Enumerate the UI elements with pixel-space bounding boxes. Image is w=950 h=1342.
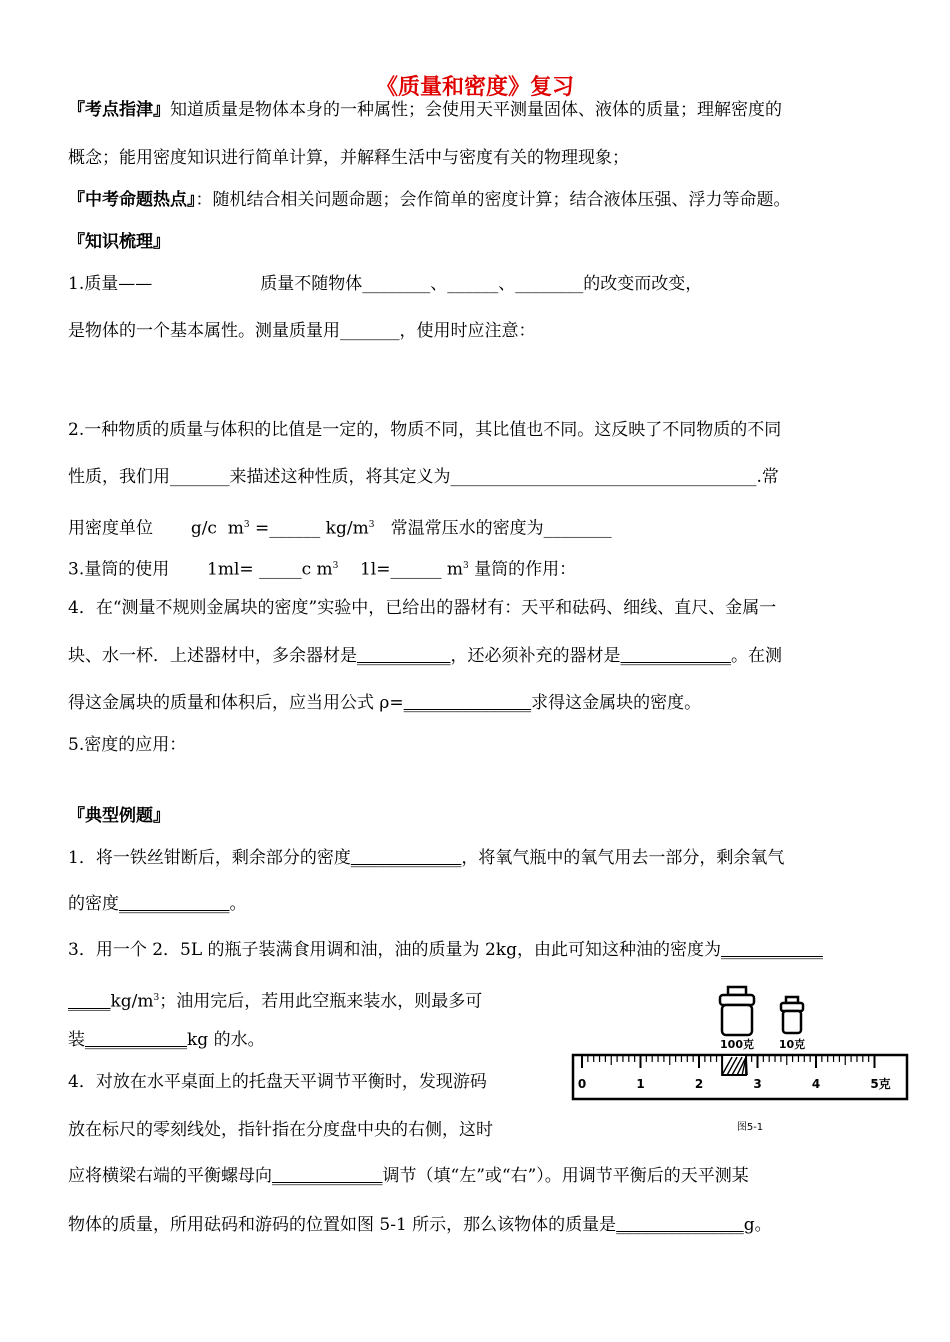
examples-heading: 『典型例题』: [68, 806, 170, 826]
k1-sep: 、: [430, 274, 448, 294]
exam-guide-heading: 『考点指津』: [68, 100, 170, 120]
example-3-line2: [68, 988, 482, 1012]
k3-text-f: 量筒的作用：: [468, 559, 577, 580]
superscript: 3: [463, 561, 469, 571]
k4-text-a: 块、水一杯．上述器材中，多余器材是: [68, 646, 357, 666]
k4-text-f: 求得这金属块的密度。: [531, 693, 702, 713]
blank: ______: [447, 274, 499, 294]
blank: ______: [390, 559, 442, 580]
balance-figure: [570, 985, 910, 1135]
exam-guide-text: 知道质量是物体本身的一种属性；会使用天平测量固体、液体的质量；理解密度的: [170, 100, 782, 120]
e1-text-d: 的密度: [68, 894, 119, 914]
rider-hatch-line: [746, 1057, 747, 1075]
blank: ____________: [720, 940, 823, 960]
k2-text-d: .常: [756, 467, 779, 487]
k2-water-density-text: 常温常压水的密度为: [374, 518, 544, 539]
knowledge-item-1: [68, 274, 702, 294]
blank: ____________: [85, 1030, 187, 1050]
page-title: 《质量和密度》复习: [375, 75, 574, 100]
e1-text-a: 1．将一铁丝钳断后，剩余部分的密度: [68, 848, 351, 868]
knowledge-item-4-line2: [68, 646, 782, 666]
k2-equals: =: [249, 518, 270, 539]
example-4-line2: 放在标尺的零刻线处，指针指在分度盘中央的右侧，这时: [68, 1120, 493, 1140]
k1-text-e: 的改变而改变，: [583, 274, 703, 294]
figure-caption: 图5-1: [736, 1122, 764, 1133]
knowledge-heading: 『知识梳理』: [68, 232, 170, 252]
weight-100g-icon: [720, 987, 754, 1035]
e3-text-f: kg 的水。: [187, 1030, 265, 1050]
e4-text-a: 应将横梁右端的平衡螺母向: [68, 1166, 272, 1186]
k4-text-c: ，还必须补充的器材是: [450, 646, 621, 666]
superscript: 3: [332, 561, 339, 571]
knowledge-item-2-line3: [68, 515, 612, 539]
weight-10g-label: 10克: [778, 1038, 806, 1051]
scale-label: 1: [636, 1077, 645, 1091]
example-4-line3: [68, 1166, 749, 1186]
exam-guide-continued: 概念；能用密度知识进行简单计算，并解释生活中与密度有关的物理现象；: [68, 148, 629, 168]
e4-text-d: g。: [743, 1215, 772, 1235]
hotspots-text: ：随机结合相关问题命题；会作简单的密度计算；结合液体压强、浮力等命题。: [195, 190, 791, 210]
k1-sep: 、: [498, 274, 516, 294]
blank: _______________: [616, 1215, 744, 1235]
blank: ______: [269, 518, 321, 539]
example-4: 4．对放在水平桌面上的托盘天平调节平衡时，发现游码: [68, 1072, 487, 1092]
k3-text-d: 1l=: [338, 559, 391, 580]
blank: ________: [543, 518, 612, 539]
superscript: 3: [153, 993, 160, 1003]
blank: _______________: [403, 693, 532, 713]
blank: _____________: [350, 848, 462, 868]
blank: ________: [362, 274, 431, 294]
scale-label: 0: [577, 1077, 587, 1091]
example-4-line4: [68, 1215, 772, 1235]
blank: ________: [515, 274, 584, 294]
knowledge-item-3: [68, 556, 576, 580]
k3-text-a: 3.量筒的使用 1ml=: [68, 559, 260, 580]
e3-text-e: 装: [68, 1030, 85, 1050]
blank: _____________: [272, 1166, 383, 1186]
k4-text-d: 。在测: [731, 646, 782, 666]
e3-unit: kg/m: [110, 991, 154, 1012]
example-1-line2: [68, 894, 247, 914]
blank: _______: [170, 467, 230, 487]
example-3-line3: [68, 1030, 265, 1050]
e1-text-e: 。: [229, 894, 247, 914]
k1-line2-text: 是物体的一个基本属性。测量质量用: [68, 321, 340, 341]
scale-label: 2: [694, 1077, 704, 1091]
k2-text-a: 性质，我们用: [68, 467, 170, 487]
e4-text-c: 物体的质量，所用砝码和游码的位置如图 5-1 所示，那么该物体的质量是: [68, 1215, 617, 1235]
k2-unit-kg: kg/m: [320, 518, 369, 539]
exam-hotspots: [68, 190, 791, 210]
scale-label: 3: [753, 1077, 762, 1091]
e3-text-a: 3．用一个 2．5L 的瓶子装满食用调和油，油的质量为 2kg，由此可知这种油的密度为: [68, 940, 721, 960]
superscript: 3: [368, 520, 375, 530]
knowledge-item-4: 4．在“测量不规则金属块的密度”实验中，已给出的器材有：天平和砝码、细线、直尺、金属一: [68, 598, 777, 618]
weight-100g-label: 100克: [720, 1038, 754, 1051]
blank: _____: [259, 559, 302, 580]
e1-text-c: ，将氧气瓶中的氧气用去一部分，剩余氧气: [461, 848, 785, 868]
blank: ____________________________________: [450, 467, 757, 487]
hotspots-heading: 『中考命题热点』: [68, 190, 196, 210]
scale-label: 5克: [870, 1077, 891, 1091]
example-3: [68, 940, 823, 960]
blank: _____________: [119, 894, 230, 914]
k1-text-a: 1.质量—— 质量不随物体: [68, 274, 363, 294]
e3-text-d: ；油用完后，若用此空瓶来装水，则最多可: [159, 991, 483, 1012]
blank: ___________: [357, 646, 451, 666]
blank: _____: [68, 991, 111, 1012]
blank: _______: [340, 321, 400, 341]
k2-text-c: 来描述这种性质，将其定义为: [229, 467, 451, 487]
k1-line2-end: ，使用时应注意：: [399, 321, 536, 341]
blank: _____________: [620, 646, 731, 666]
k2-unit-text: 用密度单位 g/c m: [68, 518, 244, 539]
knowledge-item-1-line2: [68, 321, 536, 341]
k3-unit-cm: c m: [301, 559, 333, 580]
knowledge-item-4-line3: [68, 693, 701, 713]
knowledge-item-2-line2: [68, 467, 779, 487]
knowledge-item-5: 5.密度的应用：: [68, 735, 187, 755]
exam-guide: [68, 100, 782, 120]
weight-10g-icon: [781, 997, 803, 1033]
k3-unit-m: m: [441, 559, 464, 580]
knowledge-item-2: 2.一种物质的质量与体积的比值是一定的，物质不同，其比值也不同。这反映了不同物质的不同: [68, 420, 782, 440]
k4-text-e: 得这金属块的质量和体积后，应当用公式 ρ=: [68, 693, 404, 713]
scale-label: 4: [811, 1077, 821, 1091]
superscript: 3: [243, 520, 250, 530]
e4-text-b: 调节（填“左”或“右”）。用调节平衡后的天平测某: [382, 1166, 749, 1186]
example-1: [68, 848, 784, 868]
